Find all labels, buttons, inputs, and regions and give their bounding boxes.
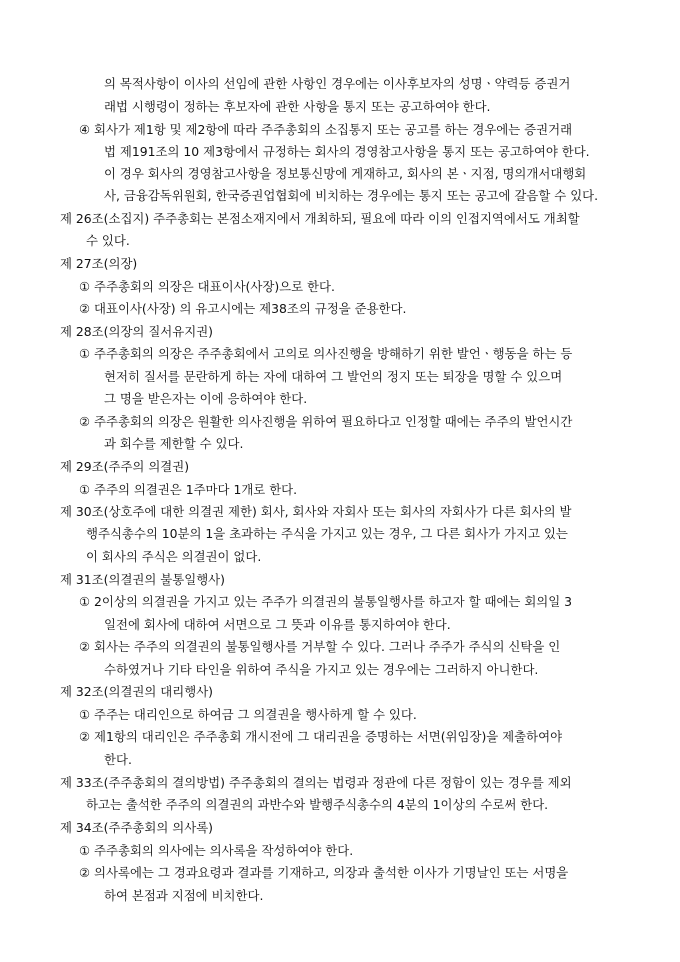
text-line: 그 명을 받은자는 이에 응하여야 한다. — [104, 391, 308, 406]
text-line: 이 회사의 주식은 의결권이 없다. — [86, 549, 262, 564]
text-line: 하고는 출석한 주주의 의결권의 과반수와 발행주식총수의 4분의 1이상의 수로써 한다. — [86, 797, 549, 812]
text-line: ① 주주총회의 의장은 대표이사(사장)으로 한다. — [79, 279, 335, 294]
text-line: 한다. — [104, 752, 132, 767]
text-line: 수하였거나 기타 타인을 위하여 주식을 가지고 있는 경우에는 그러하지 아니한다. — [104, 662, 539, 677]
text-line: ① 주주의 의결권은 1주마다 1개로 한다. — [79, 482, 298, 497]
text-line: ② 주주총회의 의장은 원활한 의사진행을 위하여 필요하다고 인정할 때에는 주주의 발언시간 — [79, 414, 573, 429]
text-line: ② 제1항의 대리인은 주주총회 개시전에 그 대리권을 증명하는 서면(위임장)을 제출하여야 — [79, 729, 563, 744]
text-line: 의 목적사항이 이사의 선임에 관한 사항인 경우에는 이사후보자의 성명ㆍ약력등 증권거 — [104, 76, 571, 91]
text-line: 래법 시행령이 정하는 후보자에 관한 사항을 통지 또는 공고하여야 한다. — [104, 99, 491, 114]
article-heading: 제 27조(의장) — [60, 256, 138, 271]
text-line: 일전에 회사에 대하여 서면으로 그 뜻과 이유를 통지하여야 한다. — [104, 617, 451, 632]
article-heading: 제 26조(소집지) 주주총회는 본점소재지에서 개최하되, 필요에 따라 이의 인접지역에서도 개최할 — [60, 211, 580, 226]
text-line: ① 2이상의 의결권을 가지고 있는 주주가 의결권의 불통일행사를 하고자 할 때에는 회의일 3 — [79, 594, 573, 609]
text-line: ① 주주는 대리인으로 하여금 그 의결권을 행사하게 할 수 있다. — [79, 707, 417, 722]
text-line: 사, 금융감독위원회, 한국증권업협회에 비치하는 경우에는 통지 또는 공고에 갈음할 수 있다. — [104, 188, 599, 203]
text-line: 법 제191조의 10 제3항에서 규정하는 회사의 경영참고사항을 통지 또는 공고하여야 한다. — [104, 144, 590, 159]
article-heading: 제 33조(주주총회의 결의방법) 주주총회의 결의는 법령과 정관에 다른 정함이 있는 경우를 제외 — [60, 775, 572, 790]
text-line: ② 대표이사(사장) 의 유고시에는 제38조의 규정을 준용한다. — [79, 301, 407, 316]
text-line: ② 회사는 주주의 의결권의 불통일행사를 거부할 수 있다. 그러나 주주가 주식의 신탁을 인 — [79, 639, 561, 654]
text-line: 하여 본점과 지점에 비치한다. — [104, 888, 264, 903]
article-heading: 제 28조(의장의 질서유지권) — [60, 324, 214, 339]
text-line: 행주식총수의 10분의 1을 초과하는 주식을 가지고 있는 경우, 그 다른 회사가 가지고 있는 — [86, 526, 568, 541]
article-heading: 제 34조(주주총회의 의사록) — [60, 820, 214, 835]
text-line: ① 주주총회의 의장은 주주총회에서 고의로 의사진행을 방해하기 위한 발언ㆍ행동을 하는 등 — [79, 346, 573, 361]
article-heading: 제 31조(의결권의 불통일행사) — [60, 572, 225, 587]
text-line: ② 의사록에는 그 경과요령과 결과를 기재하고, 의장과 출석한 이사가 기명날인 또는 서명을 — [79, 865, 569, 880]
text-line: 이 경우 회사의 경영참고사항을 정보통신망에 게재하고, 회사의 본ㆍ지점, 명의개서대행회 — [104, 166, 587, 181]
article-heading: 제 29조(주주의 의결권) — [60, 459, 190, 474]
article-heading: 제 32조(의결권의 대리행사) — [60, 684, 214, 699]
text-line: ④ 회사가 제1항 및 제2항에 따라 주주총회의 소집통지 또는 공고를 하는 경우에는 증권거래 — [79, 122, 573, 137]
text-line: ① 주주총회의 의사에는 의사록을 작성하여야 한다. — [79, 843, 354, 858]
text-line: 수 있다. — [86, 233, 130, 248]
text-line: 과 회수를 제한할 수 있다. — [104, 436, 244, 451]
article-heading: 제 30조(상호주에 대한 의결권 제한) 회사, 회사와 자회사 또는 회사의 자회사가 다른 회사의 발 — [60, 504, 572, 519]
text-line: 현저히 질서를 문란하게 하는 자에 대하여 그 발언의 정지 또는 퇴장을 명할 수 있으며 — [104, 369, 563, 384]
